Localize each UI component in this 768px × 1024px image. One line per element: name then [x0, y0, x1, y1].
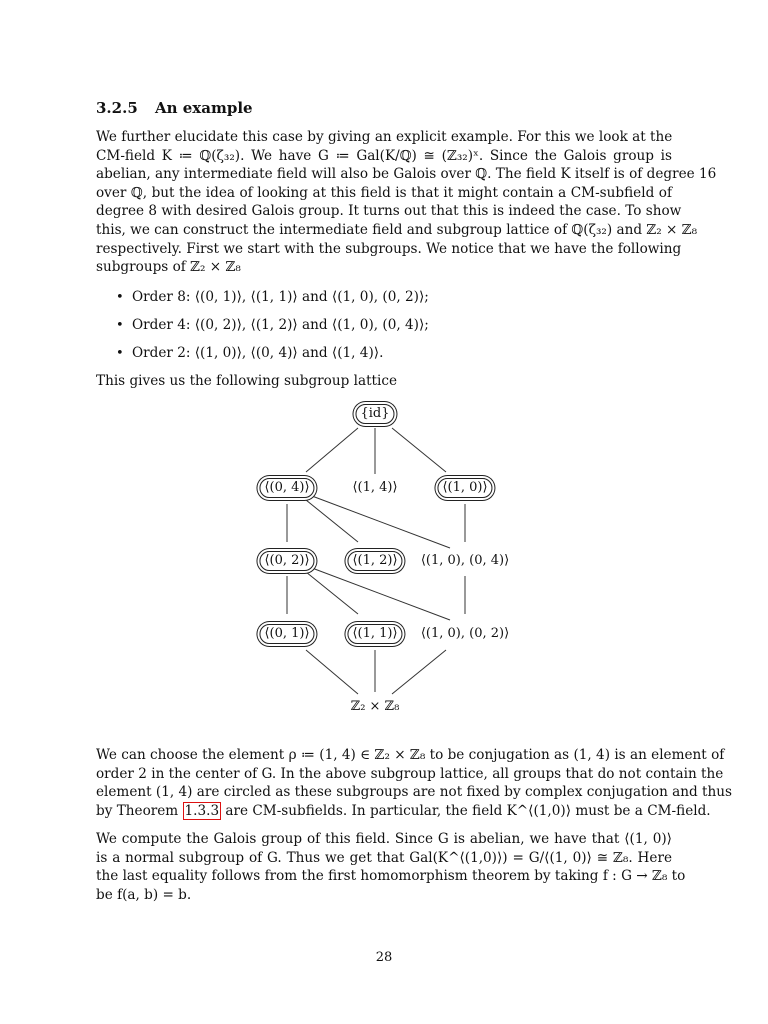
lattice-edge: [306, 428, 358, 472]
lattice-node: ⟨(1, 0), (0, 2)⟩: [420, 626, 510, 641]
lattice-intro: This gives us the following subgroup lattice: [96, 373, 398, 389]
page-number: 28: [375, 950, 393, 965]
subgroup-list: [116, 288, 676, 372]
lattice-node: ⟨(1, 0), (0, 4)⟩: [420, 553, 510, 568]
text-line: element (1, 4) are circled as these subgroups are not fixed by complex conjugation and thus: [96, 784, 733, 801]
lattice-node: ⟨(1, 2)⟩: [347, 551, 402, 571]
lattice-node: ⟨(0, 1)⟩: [259, 624, 314, 644]
text-line: We compute the Galois group of this field. Since G is abelian, we have that ⟨(1, 0)⟩: [96, 831, 672, 847]
paragraph-intro: [96, 128, 717, 277]
text-line: We further elucidate this case by giving an explicit example. For this we look at the: [96, 129, 673, 145]
text-line: this, we can construct the intermediate field and subgroup lattice of ℚ(ζ₃₂) and ℤ₂ × ℤ₈: [96, 221, 698, 238]
lattice-node: ⟨(1, 1)⟩: [347, 624, 402, 644]
lattice-node: ⟨(0, 2)⟩: [259, 551, 314, 571]
lattice-edge: [306, 500, 358, 542]
section-title: An example: [155, 99, 253, 117]
bullet-icon: •: [116, 290, 124, 305]
text-line: by Theorem 1.3.3 are CM-subfields. In particular, the field K^⟨(1,0)⟩ must be a CM-field.: [96, 802, 711, 819]
lattice-node-whole-group: ℤ₂ × ℤ₈: [350, 699, 400, 714]
lattice-node: ⟨(1, 0)⟩: [437, 478, 492, 498]
theorem-reference-link[interactable]: 1.3.3: [184, 802, 220, 819]
lattice-node: ⟨(1, 4)⟩: [352, 480, 398, 495]
text-line: the last equality follows from the first homomorphism theorem by taking f : G → ℤ₈ to: [96, 868, 686, 885]
subgroup-lattice-diagram: [240, 396, 530, 726]
lattice-node: ⟨(0, 4)⟩: [259, 478, 314, 498]
text-line: abelian, any intermediate field will also be Galois over ℚ. The field K itself is of degree 16: [96, 166, 717, 183]
list-item: • Order 2: ⟨(1, 0)⟩, ⟨(0, 4)⟩ and ⟨(1, 4)⟩.: [116, 345, 384, 361]
bullet-icon: •: [116, 318, 124, 333]
lattice-node-trivial: {id}: [355, 404, 394, 424]
list-item: • Order 8: ⟨(0, 1)⟩, ⟨(1, 1)⟩ and ⟨(1, 0), (0, 2)⟩;: [116, 289, 429, 305]
bullet-icon: •: [116, 346, 124, 361]
text-line: order 2 in the center of G. In the above subgroup lattice, all groups that do not contain the: [96, 765, 724, 782]
text-line: CM-field K ≔ ℚ(ζ₃₂). We have G ≔ Gal(K/ℚ) ≅ (ℤ₃₂)ˣ. Since the Galois group is: [96, 147, 672, 164]
lattice-edge: [306, 572, 358, 614]
section-heading: [96, 99, 253, 117]
text-line: is a normal subgroup of G. Thus we get that Gal(K^⟨(1,0)⟩) = G/⟨(1, 0)⟩ ≅ ℤ₈. Here: [96, 849, 672, 866]
paragraph-conjugation: [96, 746, 733, 820]
lattice-edge: [306, 650, 358, 694]
section-number: 3.2.5: [96, 99, 138, 117]
text-line: over ℚ, but the idea of looking at this field is that it might contain a CM-subfield of: [96, 184, 672, 201]
text-line: be f(a, b) = b.: [96, 886, 192, 903]
text-line: respectively. First we start with the subgroups. We notice that we have the following: [96, 240, 682, 257]
lattice-edge: [392, 428, 446, 472]
list-item: • Order 4: ⟨(0, 2)⟩, ⟨(1, 2)⟩ and ⟨(1, 0), (0, 4)⟩;: [116, 317, 429, 333]
text-line: subgroups of ℤ₂ × ℤ₈: [96, 259, 241, 276]
text-line: degree 8 with desired Galois group. It turns out that this is indeed the case. To show: [96, 203, 682, 220]
paragraph-galois-group: [96, 830, 686, 904]
text-line: We can choose the element ρ ≔ (1, 4) ∈ ℤ₂ × ℤ₈ to be conjugation as (1, 4) is an element of: [96, 747, 725, 763]
lattice-edge: [392, 650, 446, 694]
